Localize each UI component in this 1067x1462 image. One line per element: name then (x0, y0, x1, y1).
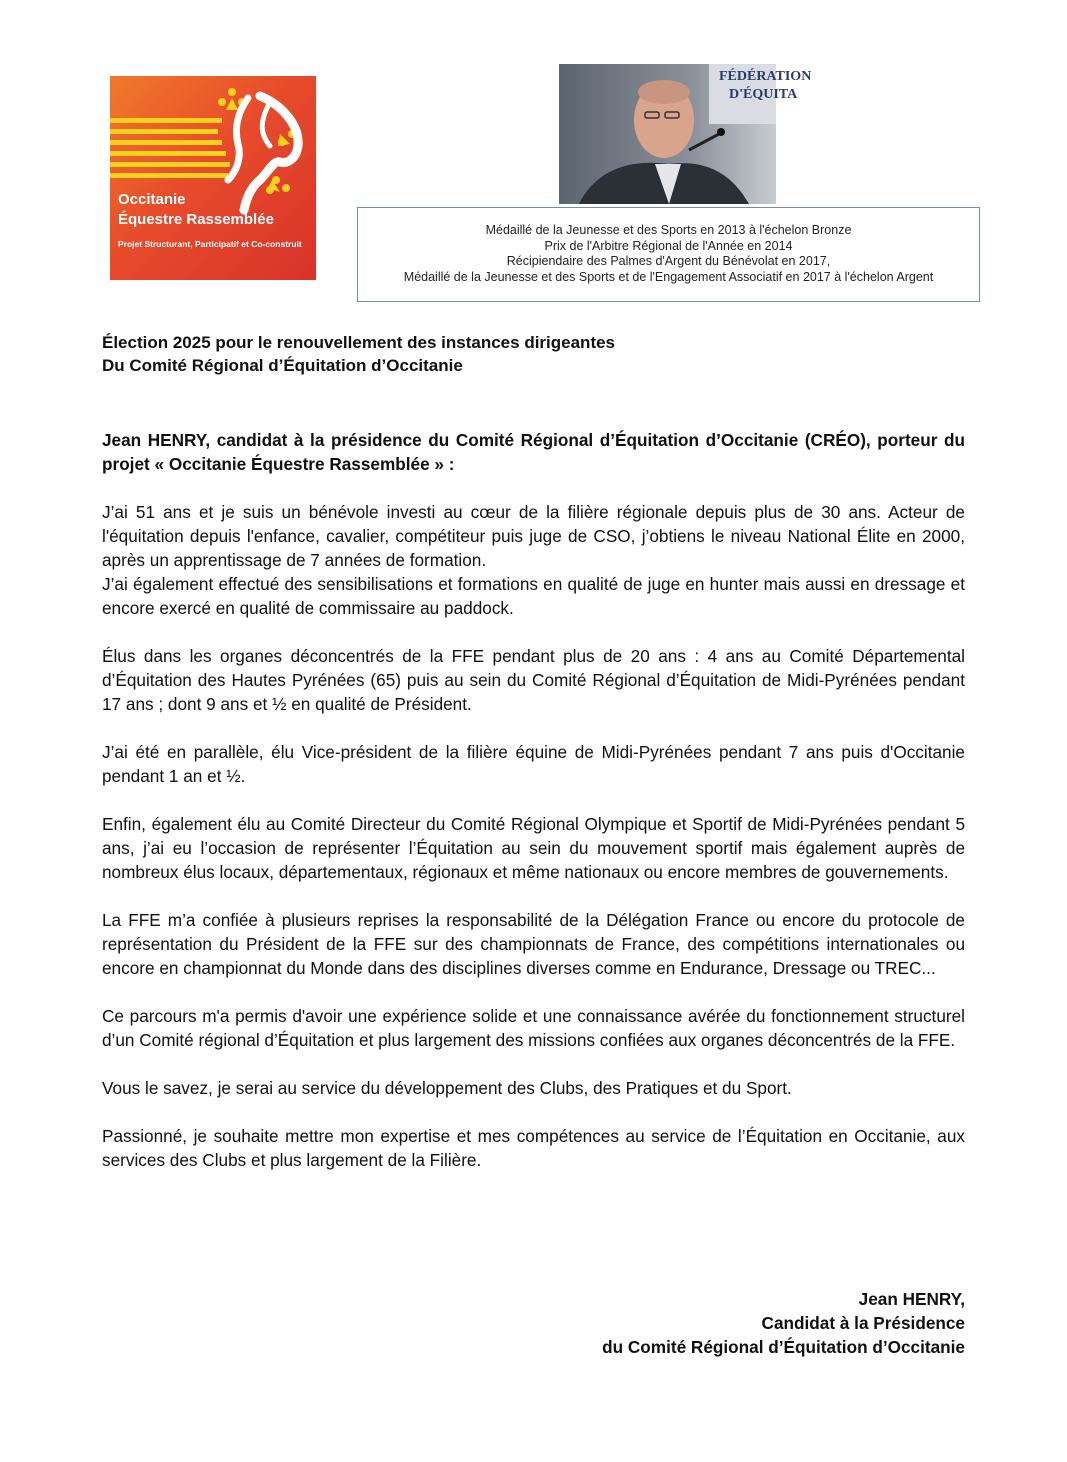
paragraph-9: Passionné, je souhaite mettre mon expertise et mes compétences au service de l’Équitation en Occitanie, aux services des Clubs et plus largement de la Filière. (102, 1126, 965, 1170)
awards-box (357, 207, 980, 302)
paragraph-3: Élus dans les organes déconcentrés de la FFE pendant plus de 20 ans : 4 ans au Comité Départemental d’Équitation des Hautes Pyrénées (65) puis au sein du Comité Régional d’Équitation de Midi-Pyrénées pendant 17 ans ; dont 9 ans et ½ en qualité de Président. (102, 646, 965, 714)
award-line: Médaillé de la Jeunesse et des Sports en 2013 à l'échelon Bronze (485, 223, 852, 237)
paragraph-7: Ce parcours m'a permis d'avoir une expérience solide et une connaissance avérée du fonctionnement structurel d’un Comité régional d’Équitation et plus largement des missions confiées aux organes déconcentrés de la FFE. (102, 1006, 965, 1050)
paragraph-5: Enfin, également élu au Comité Directeur du Comité Régional Olympique et Sportif de Midi-Pyrénées pendant 5 ans, j’ai eu l’occasion de représenter l’Équitation au sein du mouvement sportif mais également auprès de nombreux élus locaux, départementaux, régionaux et même nationaux ou encore membres de gouvernements. (102, 814, 965, 882)
title-line-2: Du Comité Régional d’Équitation d’Occitanie (102, 356, 463, 375)
paragraph-6: La FFE m’a confiée à plusieurs reprises la responsabilité de la Délégation France ou encore du protocole de représentation du Président de la FFE sur des championnats de France, des compétitions internationales ou encore en championnat du Monde dans des disciplines diverses comme en Endurance, Dressage ou TREC... (102, 910, 965, 978)
occitanie-equestre-logo (110, 76, 316, 280)
letter-body (102, 428, 965, 1196)
logo-line-2: Équestre Rassemblée (118, 211, 274, 228)
signature-name: Jean HENRY, (858, 1289, 965, 1309)
award-line: Prix de l'Arbitre Régional de l'Année en 2014 (544, 238, 793, 253)
signature-org: du Comité Régional d’Équitation d’Occitanie (602, 1337, 965, 1357)
award-line: Récipiendaire des Palmes d'Argent du Bénévolat en 2017, (506, 254, 831, 268)
award-line: Médaillé de la Jeunesse et des Sports et de l'Engagement Associatif en 2017 à l'échelon Argent (403, 269, 934, 284)
photo-banner-text-2: D'ÉQUITA (729, 87, 798, 102)
paragraph-8: Vous le savez, je serai au service du développement des Clubs, des Pratiques et du Sport. (102, 1078, 792, 1098)
title-line-1: Élection 2025 pour le renouvellement des instances dirigeantes (102, 333, 616, 352)
candidate-photo (559, 64, 812, 204)
photo-banner-text-1: FÉDÉRATION (719, 69, 812, 84)
paragraph-4: J’ai été en parallèle, élu Vice-président de la filière équine de Midi-Pyrénées pendant 7 ans puis d'Occitanie pendant 1 an et ½. (102, 742, 965, 786)
horse-cross-emblem-icon (110, 76, 316, 280)
logo-tagline: Projet Structurant, Participatif et Co-construit (118, 239, 302, 249)
signature-role: Candidat à la Présidence (761, 1313, 965, 1333)
paragraph-1: J’ai 51 ans et je suis un bénévole investi au cœur de la filière régionale depuis plus de 30 ans. Acteur de l'équitation depuis l'enfance, cavalier, compétiteur puis juge de CSO, j’obtiens le niveau National Élite en 2000, après un apprentissage de 7 années de formation. (102, 502, 965, 570)
document-title (102, 331, 615, 377)
logo-line-1: Occitanie (118, 191, 186, 208)
paragraph-2: J’ai également effectué des sensibilisations et formations en qualité de juge en hunter mais aussi en dressage et encore exercé en qualité de commissaire au paddock. (102, 574, 965, 618)
intro-paragraph: Jean HENRY, candidat à la présidence du Comité Régional d’Équitation d’Occitanie (CRÉO), porteur du projet « Occitanie Équestre Rassemblée » : (102, 430, 965, 474)
signature-block (602, 1287, 965, 1359)
